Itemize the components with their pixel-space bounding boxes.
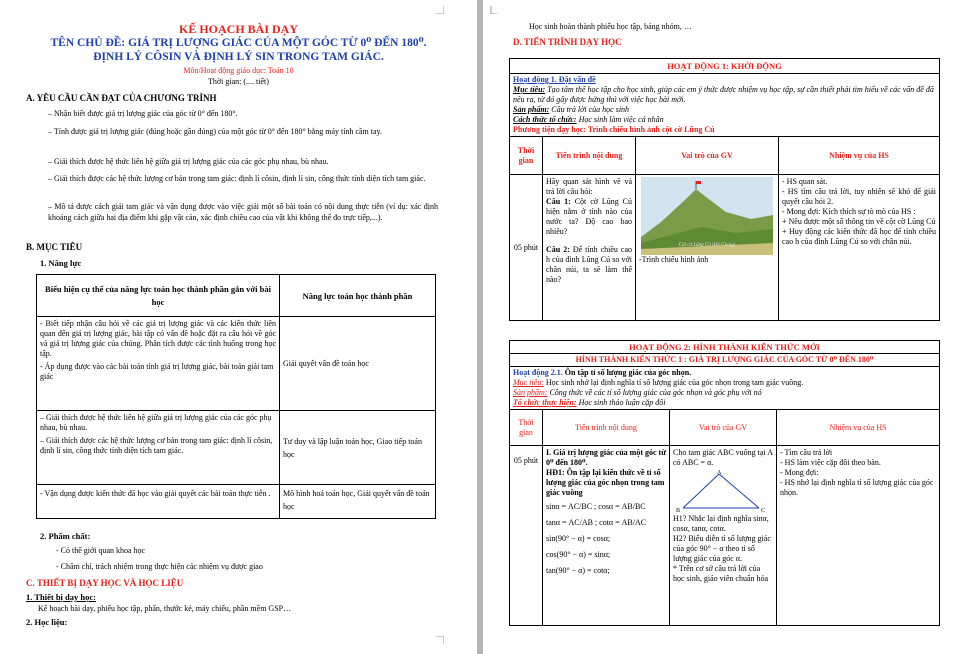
topic-line-1: TÊN CHỦ ĐỀ: GIÁ TRỊ LƯỢNG GIÁC CỦA MỘT GÓC TỪ 0⁰ ĐẾN 180⁰. [50,37,427,49]
col-time: Thời gian [510,410,543,446]
organize-text: Học sinh làm việc cá nhân [576,115,664,124]
activity-1-1-heading: Hoạt động 1. Đặt vấn đề [513,75,596,84]
crop-mark [436,6,444,14]
activity-2-table [509,340,940,626]
process-intro: Hãy quan sát hình vẽ và trả lời câu hỏi: [546,177,632,196]
gv-text-4: * Trên cơ sở câu trả lời của học sinh, giáo viên chuẩn hóa [673,564,769,583]
question-2-label: Câu 2: [546,245,570,254]
document-page-right [483,0,961,654]
table-cell: Tư duy và lập luận toán học, Giao tiếp toán học [280,411,436,485]
competency-table [36,274,436,519]
document-page-left [0,0,477,654]
section-b-heading: B. MỤC TIÊU [26,242,83,252]
table-row [37,485,436,519]
table-row [510,446,940,626]
process-cell [543,175,636,321]
gv-text-1: Cho tam giác ABC vuông tại A có ABC = α. [673,448,773,467]
table-row [37,317,436,411]
right-triangle-figure [673,468,769,514]
cell-text: – Giải thích được hệ thức liên hệ giữa giá trị lượng giác của các góc phụ nhau, bù nhau. [40,413,272,432]
subject-line: Môn/Hoạt động giáo dục: Toán 10 [183,66,294,75]
materials-heading: 2. Học liệu: [26,617,68,627]
goal-label: Mục tiêu: [513,378,544,387]
crop-mark [489,6,497,14]
hs-cell: - Tìm câu trả lời - HS làm việc cặp đôi theo bàn. - Mong đợi: - HS nhớ lại định nghĩa tỉ số lượng giác của góc nhọn. [777,446,940,626]
formula-cos-complement: cos(90° − α) = sinα; [546,550,611,559]
quality-1: - Có thế giới quan khoa học [56,546,146,555]
activity-2-info [510,367,940,410]
organize-label: Tổ chức thực hiện: [513,398,577,407]
formula-tan-cot: tanα = AC/AB ; cotα = AB/AC [546,518,647,527]
activity-1-table [509,58,940,321]
competency-table-header-2: Năng lực toán học thành phần [280,275,436,317]
table-cell: - Vận dụng được kiến thức đã học vào giải quyết các bài toán thực tiễn . [37,485,280,519]
requirement-3: – Giải thích được hệ thức liên hệ giữa giá trị lượng giác của các góc phụ nhau, bù nhau. [48,157,329,166]
organize-text: Học sinh thảo luận cặp đôi [576,398,666,407]
col-gv: Vai trò của GV [670,410,777,446]
col-hs: Nhiệm vụ của HS [779,137,940,175]
col-time: Thời gian [510,137,543,175]
gv-text-3: H2? Biểu diễn tỉ số lượng giác của góc 90° − α theo tỉ số lượng giác của góc α. [673,534,771,563]
organize-label: Cách thức tổ chức: [513,115,577,124]
teaching-means: Phương tiện dạy học: Trình chiếu hình ảnh cột cờ Lũng Cú [513,125,715,134]
time-line: Thời gian: (.... tiết) [208,77,269,86]
product-text: Câu trả lời của học sinh [549,105,630,114]
goal-text: Tạo tâm thế học tập cho học sinh, giúp các em ý thức được nhiệm vụ học tập, sự cần thiết phải tìm hiểu về các vấn đề đã nêu ra, từ đó gây được hứng thú với việc học bài mới. [513,85,934,104]
equipment-text: Kế hoạch bài dạy, phiếu học tập, phấn, thước kẻ, máy chiếu, phần mềm GSP… [38,604,292,613]
requirement-2: – Tính được giá trị lượng giác (đúng hoặc gần đúng) của một góc từ 0° đến 180° bằng máy tính cầm tay. [48,127,383,136]
col-process: Tiến trình nội dung [543,410,670,446]
col-gv: Vai trò của GV [636,137,779,175]
top-line: Học sinh hoàn thành phiếu học tập, bảng nhóm, … [529,22,692,31]
time-cell: 05 phút [510,175,543,321]
gv-cell [670,446,777,626]
activity-1-title: HOẠT ĐỘNG 1: KHỞI ĐỘNG [510,59,940,74]
quality-2: - Chăm chỉ, trách nhiệm trong thực hiện các nhiệm vụ được giao [56,562,263,571]
activity-1-info [510,74,940,137]
hs-cell: - HS quan sát. - HS tìm câu trả lời, tuy nhiên sẽ khó để giải quyết câu hỏi 2. - Mong đợi: Kích thích sự tò mò của HS : + Nêu được một số thông tin về cột cờ Lũng Cú + Huy động các kiến thức đã học để tính chiều cao h của đỉnh Lũng Cú so với chân núi. [779,175,940,321]
gv-role: -Trình chiếu hình ảnh [639,255,709,264]
activity-2-1-title: Ôn tập tỉ số lượng giác của góc nhọn. [562,368,692,377]
product-label: Sản phẩm: [513,105,550,114]
table-cell [37,411,280,485]
competency-table-header-1: Biểu hiện cụ thể của năng lực toán học thành phần gắn với bài học [37,275,280,317]
product-label: Sản phẩm: [513,388,548,397]
cell-text: – Giải thích được các hệ thức lượng cơ bản trong tam giác: định lí côsin, định lí sin, công thức tính diện tích tam giác. [40,436,273,455]
goal-text: Học sinh nhớ lại định nghĩa tỉ số lượng giác của góc nhọn trong tam giác vuông. [543,378,804,387]
goal-label: Mục tiêu: [513,85,546,94]
question-1: Cột cờ Lũng Cú hiện nằm ở tỉnh nào của nước ta? Độ cao bao nhiêu? [546,197,633,236]
cell-text: - Áp dụng được vào các bài toán tính giá trị lượng giác, bài toán giải tam giác [40,362,274,381]
question-2: Để tính chiều cao h của đỉnh Lũng Cú so với chân núi, ta sẽ làm thế nào? [546,245,632,284]
formula-tan-complement: tan(90° − α) = cotα; [546,566,610,575]
table-cell: Mô hình hoá toán học, Giải quyết vấn đề toán học [280,485,436,519]
cell-text: - Biết tiếp nhận câu hỏi về các giá trị lượng giác và các kiến thức liên quan đến giá trị lượng giác, bài tập có vấn đề hoặc đặt ra câu hỏi về góc và giá trị lượng giác của chúng. Phân tích được các tình huống trong học tập. [40,319,276,358]
requirement-1: – Nhận biết được giá trị lượng giác của góc từ 0° đến 180°. [48,109,238,118]
table-cell: Giải quyết vấn đề toán học [280,317,436,411]
qualities-heading: 2. Phẩm chất: [40,531,91,541]
competency-heading: 1. Năng lực [40,258,82,268]
formula-sin-complement: sin(90° − α) = cosα; [546,534,611,543]
requirement-5: – Mô tả được cách giải tam giác và vận dụng được vào việc giải một số bài toán có nội dung thực tiễn (ví dụ: xác định khoảng cách giữa hai địa điểm khi gặp vật cản, xác định chiều cao của vật khi không thể đo trực tiếp,...). [48,202,438,222]
vertex-a-label: A [717,470,722,476]
table-row [37,411,436,485]
col-process: Tiến trình nội dung [543,137,636,175]
crop-mark [436,636,444,644]
equipment-heading: 1. Thiết bị dạy học: [26,592,96,602]
gv-text-2: H1? Nhắc lại định nghĩa sinα, cosα, tanα, cotα. [673,514,769,533]
section-i-heading: I. Giá trị lượng giác của một góc từ 0⁰ đến 180⁰. [546,448,667,467]
image-caption: Cột cờ Lũng Cú (Hà Giang) [678,243,736,248]
section-c-heading: C. THIẾT BỊ DẠY HỌC VÀ HỌC LIỆU [26,578,184,588]
gv-cell [636,175,779,321]
section-a-heading: A. YÊU CẦU CẦN ĐẠT CỦA CHƯƠNG TRÌNH [26,93,217,103]
lesson-plan-title: KẾ HOẠCH BÀI DẠY [178,22,298,36]
question-1-label: Câu 1: [546,197,571,206]
activity-2-1-label: Hoạt động 2.1. [513,368,563,377]
section-d-heading: D. TIẾN TRÌNH DẠY HỌC [513,37,622,47]
requirement-4: – Giải thích được các hệ thức lượng cơ bản trong tam giác: định lí côsin, định lí sin, công thức tính diện tích tam giác. [48,174,426,183]
formula-sin-cos: sinα = AC/BC ; cosα = AB/BC [546,502,646,511]
product-text: Công thức về các tỉ số lượng giác của góc nhọn và góc phụ với nó [547,388,762,397]
time-cell: 05 phút [510,446,543,626]
activity-2-title: HOẠT ĐỘNG 2: HÌNH THÀNH KIẾN THỨC MỚI [510,341,940,354]
vertex-b-label: B [676,508,681,514]
knowledge-1-title: HÌNH THÀNH KIẾN THỨC 1 : GIÁ TRỊ LƯỢNG GIÁC CỦA GÓC TỪ 0⁰ ĐẾN 180⁰ [510,354,940,367]
process-cell [543,446,670,626]
table-row [510,175,940,321]
topic-line-2: ĐỊNH LÝ CÔSIN VÀ ĐỊNH LÝ SIN TRONG TAM GIÁC. [93,51,384,63]
hd1-text: HĐ1: Ôn tập lại kiến thức về tỉ số lượng giác của góc nhọn trong tam giác vuông [546,468,665,497]
table-cell [37,317,280,411]
col-hs: Nhiệm vụ của HS [777,410,940,446]
vertex-c-label: C [761,508,766,514]
